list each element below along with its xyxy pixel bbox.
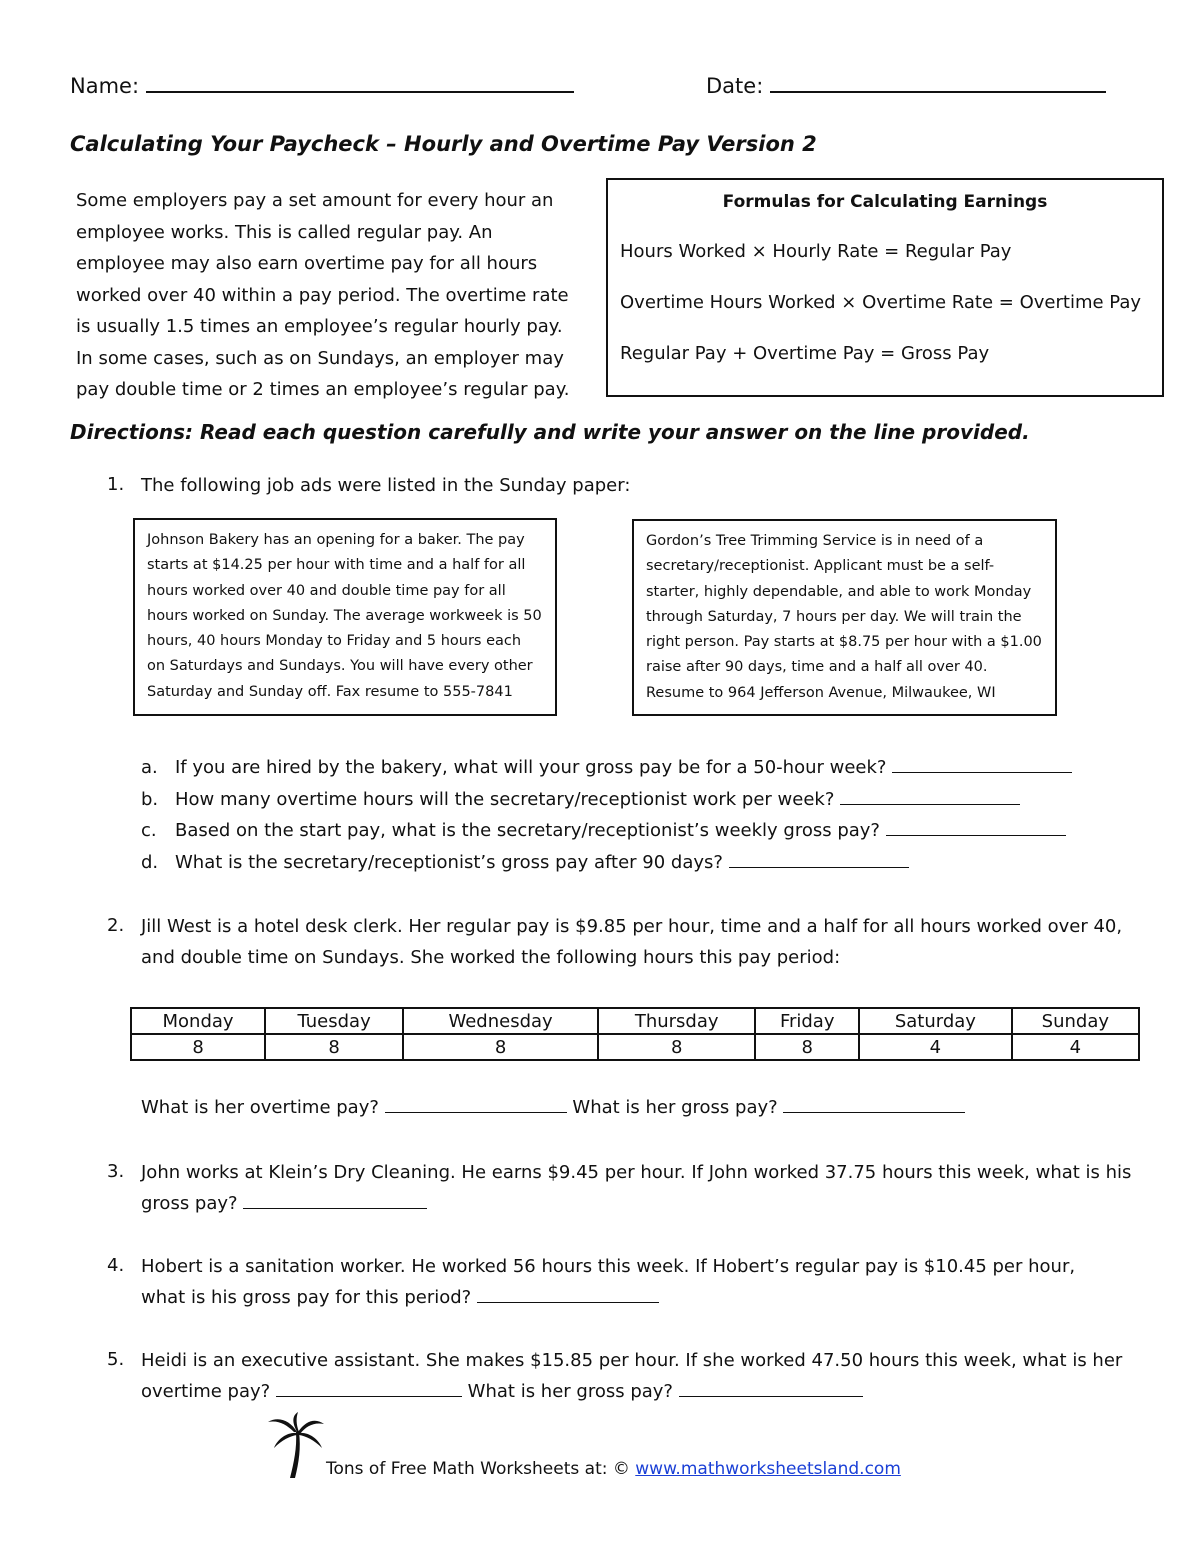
table-header-cell: Monday — [131, 1008, 265, 1034]
sub-question — [141, 852, 909, 873]
question-text — [141, 1251, 1121, 1313]
question-number: 5. — [107, 1349, 125, 1370]
gross-pay-question: What is her gross pay? — [467, 1381, 673, 1402]
sub-question-text: How many overtime hours will the secretary/receptionist work per week? — [175, 789, 835, 810]
table-cell: 8 — [403, 1034, 598, 1060]
answer-blank[interactable] — [892, 772, 1072, 773]
job-ad-bakery: Johnson Bakery has an opening for a baker. The pay starts at $14.25 per hour with time and a half for all hours worked over 40 and double time pay for all hours worked on Sunday. The average workweek is 50 hours, 40 hours Monday to Friday and 5 hours each on Saturdays and Sundays. You will have every other Saturday and Sunday off. Fax resume to 555-7841 — [133, 518, 557, 716]
question-text-body: Hobert is a sanitation worker. He worked 56 hours this week. If Hobert’s regular pay is $10.45 per hour, what is his gross pay for this period? — [141, 1256, 1076, 1308]
sub-question-label: a. — [141, 757, 158, 778]
gross-pay-question: What is her gross pay? — [572, 1097, 778, 1118]
website-link[interactable]: www.mathworksheetsland.com — [635, 1459, 901, 1479]
question-number: 4. — [107, 1255, 125, 1276]
answer-blank[interactable] — [243, 1208, 427, 1209]
table-header-cell: Saturday — [859, 1008, 1012, 1034]
question-number: 1. — [107, 474, 125, 495]
table-cell: 4 — [859, 1034, 1012, 1060]
question-2-asks — [141, 1097, 965, 1118]
sub-question — [141, 820, 1066, 841]
answer-blank[interactable] — [729, 867, 909, 868]
table-cell: 4 — [1012, 1034, 1139, 1060]
sub-question-text: What is the secretary/receptionist’s gross pay after 90 days? — [175, 852, 723, 873]
hours-table-row — [131, 1034, 1139, 1060]
answer-blank[interactable] — [276, 1396, 462, 1397]
table-cell: 8 — [598, 1034, 755, 1060]
date-field — [706, 74, 1106, 98]
sub-question-text: Based on the start pay, what is the secretary/receptionist’s weekly gross pay? — [175, 820, 880, 841]
formula-gross-pay: Regular Pay + Overtime Pay = Gross Pay — [620, 343, 990, 364]
name-field — [70, 74, 574, 98]
overtime-pay-question: What is her overtime pay? — [141, 1097, 379, 1118]
answer-blank[interactable] — [886, 835, 1066, 836]
hours-table — [130, 1007, 1140, 1061]
answer-blank[interactable] — [783, 1112, 965, 1113]
sub-question — [141, 789, 1020, 810]
directions: Directions: Read each question carefully and write your answer on the line provided. — [70, 420, 1030, 444]
footer — [326, 1459, 901, 1479]
question-number: 2. — [107, 915, 125, 936]
hours-table-header-row — [131, 1008, 1139, 1034]
table-cell: 8 — [265, 1034, 403, 1060]
table-header-cell: Friday — [755, 1008, 859, 1034]
table-cell: 8 — [131, 1034, 265, 1060]
formula-overtime-pay: Overtime Hours Worked × Overtime Rate = Overtime Pay — [620, 292, 1141, 313]
question-number: 3. — [107, 1161, 125, 1182]
table-header-cell: Wednesday — [403, 1008, 598, 1034]
table-header-cell: Sunday — [1012, 1008, 1139, 1034]
question-text: Jill West is a hotel desk clerk. Her regular pay is $9.85 per hour, time and a half for all hours worked over 40, and double time on Sundays. She worked the following hours this pay period: — [141, 916, 1123, 968]
question-text — [141, 1345, 1131, 1407]
answer-blank[interactable] — [840, 804, 1020, 805]
question-text-body: Heidi is an executive assistant. She makes $15.85 per hour. If she worked 47.50 hours this week, what is her overtime pay? — [141, 1350, 1123, 1402]
table-header-cell: Thursday — [598, 1008, 755, 1034]
name-label: Name: — [70, 74, 140, 98]
name-blank[interactable] — [146, 91, 574, 93]
palm-tree-icon — [266, 1412, 326, 1480]
sub-question — [141, 757, 1072, 778]
page-title: Calculating Your Paycheck – Hourly and Overtime Pay Version 2 — [70, 132, 817, 156]
table-header-cell: Tuesday — [265, 1008, 403, 1034]
date-label: Date: — [706, 74, 764, 98]
answer-blank[interactable] — [385, 1112, 567, 1113]
sub-question-text: If you are hired by the bakery, what will your gross pay be for a 50-hour week? — [175, 757, 887, 778]
question-text: The following job ads were listed in the Sunday paper: — [141, 475, 631, 496]
footer-text: Tons of Free Math Worksheets at: © — [326, 1459, 630, 1479]
date-blank[interactable] — [770, 91, 1106, 93]
formula-box — [606, 178, 1164, 397]
sub-question-label: c. — [141, 820, 157, 841]
formula-title: Formulas for Calculating Earnings — [722, 192, 1048, 212]
answer-blank[interactable] — [477, 1302, 659, 1303]
sub-question-label: b. — [141, 789, 159, 810]
table-cell: 8 — [755, 1034, 859, 1060]
question-text — [141, 1157, 1141, 1219]
answer-blank[interactable] — [679, 1396, 863, 1397]
job-ad-tree-trimming: Gordon’s Tree Trimming Service is in need of a secretary/receptionist. Applicant must be a self-starter, highly dependable, and able to work Monday through Saturday, 7 hours per day. We will train the right person. Pay starts at $8.75 per hour with a $1.00 raise after 90 days, time and a half all over 40. Resume to 964 Jefferson Avenue, Milwaukee, WI — [632, 519, 1057, 716]
intro-text: Some employers pay a set amount for every hour an employee works. This is called regular pay. An employee may also earn overtime pay for all hours worked over 40 within a pay period. The overtime rate is usually 1.5 times an employee’s regular hourly pay. In some cases, such as on Sundays, an employer may pay double time or 2 times an employee’s regular pay. — [76, 190, 570, 400]
sub-question-label: d. — [141, 852, 159, 873]
question-text-body: John works at Klein’s Dry Cleaning. He earns $9.45 per hour. If John worked 37.75 hours this week, what is his gross pay? — [141, 1162, 1132, 1214]
formula-regular-pay: Hours Worked × Hourly Rate = Regular Pay — [620, 241, 1012, 262]
